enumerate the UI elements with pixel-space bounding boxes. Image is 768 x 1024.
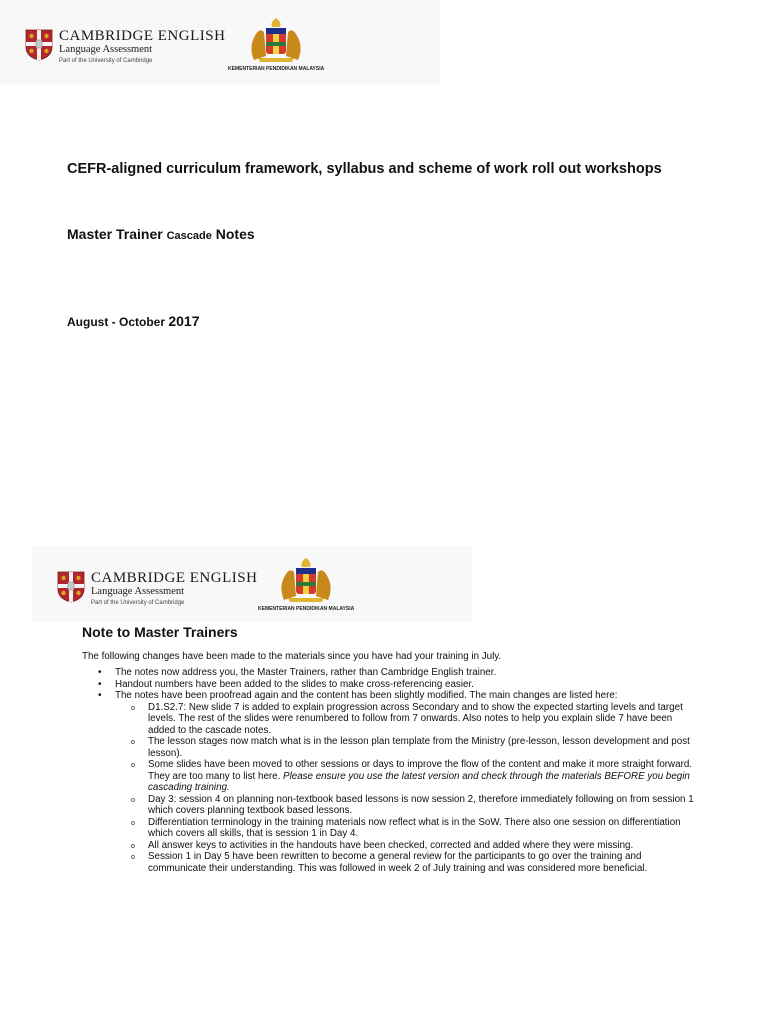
cambridge-subtitle: Language Assessment [59,44,153,55]
list-item: • Handout numbers have been added to the slides to make cross-referencing easier. [82,679,702,691]
ministry-label: KEMENTERIAN PENDIDIKAN MALAYSIA [228,66,325,72]
list-item: • The notes now address you, the Master Trainers, rather than Cambridge English trainer. [82,667,702,679]
note-heading: Note to Master Trainers [82,624,238,640]
subtitle-part-2: Cascade [166,230,212,242]
main-changes-list [115,702,702,875]
date-months: August - October [67,315,169,329]
sub-list-item-emphasis: Please ensure you use the latest version and check through the materials BEFORE you begin cascading training. [148,770,690,793]
list-item-text: The notes have been proofread again and the content has been slightly modified. The main changes are listed here: [115,690,618,701]
subtitle-part-1: Master Trainer [67,226,167,242]
document-subtitle [67,226,255,242]
ministry-logo [228,16,324,72]
cambridge-english-logo [25,29,225,64]
date-year: 2017 [168,313,200,329]
cambridge-shield-icon [57,571,85,603]
sub-list-item: o Day 3: session 4 on planning non-textbook based lessons is now session 2, therefore immediately following on from session 1 which covers planning textbook based lessons. [115,794,702,817]
cambridge-part-of: Part of the University of Cambridge [91,599,185,606]
ministry-label: KEMENTERIAN PENDIDIKAN MALAYSIA [258,606,355,612]
malaysia-coat-of-arms-icon [244,16,308,64]
subtitle-part-3: Notes [211,226,255,242]
page-two-logo-band [32,546,472,622]
changes-list [82,667,702,874]
cambridge-title: CAMBRIDGE ENGLISH [91,570,258,586]
sub-list-item-text: Some slides have been moved to other sessions or days to improve the flow of the content and make it more straight forward. They are too many to list here. [148,759,693,782]
cambridge-title: CAMBRIDGE ENGLISH [59,28,226,44]
malaysia-coat-of-arms-icon [274,556,338,604]
sub-list-item: o The lesson stages now match what is in the lesson plan template from the Ministry (pre-lesson, lesson development and post lesson). [115,736,702,759]
sub-list-item: o D1.S2.7: New slide 7 is added to explain progression across Secondary and to show the expected starting levels and target levels. The rest of the slides were renumbered to follow from 7 onwards. Also notes to help you explain slide 7 have been added to the cascade notes. [115,702,702,737]
cambridge-part-of: Part of the University of Cambridge [59,57,153,64]
list-item [82,690,702,874]
note-intro: The following changes have been made to the materials since you have had your training in July. [82,651,502,662]
cambridge-english-logo-2 [57,571,257,606]
sub-list-item: o All answer keys to activities in the handouts have been checked, corrected and added where they were missing. [115,840,702,852]
header-logo-band [0,0,440,84]
ministry-logo-2 [258,556,354,612]
cambridge-shield-icon [25,29,53,61]
sub-list-item: o Session 1 in Day 5 have been rewritten to become a general review for the participants to go over the training and communicate their understanding. This was followed in week 2 of July training and was considered more beneficial. [115,851,702,874]
sub-list-item: o Differentiation terminology in the training materials now reflect what is in the SoW. There also one session on differentiation which covers all skills, that is session 1 in Day 4. [115,817,702,840]
document-date [67,313,200,329]
cambridge-subtitle: Language Assessment [91,586,185,597]
document-title: CEFR-aligned curriculum framework, syllabus and scheme of work roll out workshops [67,161,662,177]
sub-list-item [115,759,702,794]
